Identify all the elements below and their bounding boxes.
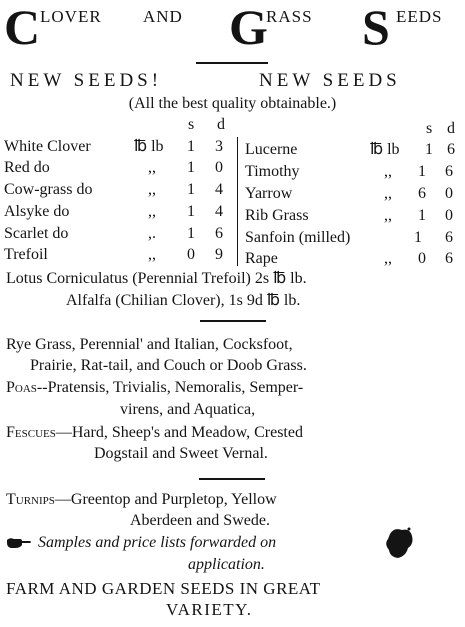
left-item-s: 0 (187, 246, 195, 263)
fescues-text: —Hard, Sheep's and Meadow, Crested (55, 424, 303, 441)
left-item-s: 1 (187, 181, 195, 198)
right-item-d: 6 (445, 229, 453, 246)
fescues-label: Fescues (6, 424, 56, 441)
poas-text: --Pratensis, Trivialis, Nemoralis, Semper- (36, 379, 304, 396)
left-item-d: 4 (215, 203, 223, 220)
divider-rule (200, 320, 266, 322)
left-item-unit: ,, (148, 159, 156, 176)
left-item-d: 0 (215, 159, 223, 176)
header-s-right: s (426, 120, 433, 137)
left-item-name: Scarlet do (4, 225, 69, 242)
poas-label: Poas (6, 379, 37, 396)
footer-line-1: FARM AND GARDEN SEEDS IN GREAT (6, 579, 321, 598)
rye-grass-line-2: Prairie, Rat-tail, and Couch or Doob Grass. (30, 357, 307, 374)
left-item-s: 1 (187, 225, 195, 242)
right-item-name: Yarrow (245, 185, 293, 202)
alfalfa-price-line: Alfalfa (Chilian Clover), 1s 9d ℔ lb. (66, 292, 301, 309)
right-item-d: 0 (445, 207, 453, 224)
samples-line-1: Samples and price lists forwarded on (38, 534, 277, 551)
turnips-line-2: Aberdeen and Swede. (130, 512, 270, 529)
right-item-d: 0 (445, 185, 453, 202)
turnips-text: —Greentop and Purpletop, Yellow (54, 491, 277, 508)
left-item-unit: ,, (148, 203, 156, 220)
heading-cap-s: S (362, 0, 390, 55)
right-item-s: 1 (418, 207, 426, 224)
banner-new-seeds-right: NEW SEEDS (259, 70, 401, 91)
divider-rule (196, 62, 268, 64)
poas-line-2: virens, and Aquatica, (120, 401, 256, 418)
heading-cap-g: G (229, 0, 268, 55)
left-item-s: 1 (187, 138, 195, 155)
left-item-name: Alsyke do (4, 203, 70, 220)
turnips-line-1 (6, 491, 277, 509)
right-item-name: Sanfoin (milled) (245, 229, 351, 246)
right-item-s: 6 (418, 185, 426, 202)
left-item-name: Cow-grass do (4, 181, 93, 198)
table-divider (237, 137, 238, 266)
fescues-line-2: Dogstail and Sweet Vernal. (94, 445, 268, 462)
right-item-s: 0 (418, 250, 426, 267)
right-item-unit: ,, (384, 185, 392, 202)
heading-cap-c: C (4, 0, 41, 55)
left-item-unit: ,. (148, 225, 156, 242)
left-item-name: White Clover (4, 138, 91, 155)
left-item-name: Red do (4, 159, 50, 176)
left-item-unit: ,, (148, 246, 156, 263)
right-item-d: 6 (445, 250, 453, 267)
heading-word-clover: LOVER (40, 7, 102, 26)
ad-heading (0, 0, 465, 56)
right-item-s: 1 (418, 163, 426, 180)
right-item-unit: ,, (384, 207, 392, 224)
right-item-name: Timothy (245, 163, 300, 180)
left-item-s: 1 (187, 203, 195, 220)
banner-subtitle: (All the best quality obtainable.) (128, 95, 337, 112)
heading-word-grass: RASS (266, 7, 313, 26)
fescues-line-1 (6, 424, 303, 442)
right-item-unit: ℔ lb (370, 141, 400, 158)
left-item-unit: ℔ lb (134, 138, 164, 155)
right-item-unit: ,, (384, 163, 392, 180)
right-item-unit: ,, (384, 250, 392, 267)
divider-rule (199, 478, 265, 480)
ink-blot (384, 526, 414, 560)
right-item-s: 1 (414, 229, 422, 246)
turnips-label: Turnips (6, 491, 55, 508)
left-item-d: 9 (215, 246, 223, 263)
banner-new-seeds-left: NEW SEEDS! (10, 70, 163, 91)
right-item-d: 6 (447, 141, 455, 158)
right-item-name: Rib Grass (245, 207, 309, 224)
left-item-d: 6 (215, 225, 223, 242)
right-item-s: 1 (425, 141, 433, 158)
lotus-price-line: Lotus Corniculatus (Perennial Trefoil) 2s ℔ lb. (6, 270, 307, 287)
heading-word-and: AND (143, 7, 183, 26)
heading-word-seeds: EEDS (396, 7, 443, 26)
left-item-d: 3 (215, 138, 223, 155)
left-item-unit: ,, (148, 181, 156, 198)
header-s-left: s (188, 116, 195, 133)
samples-line-2: application. (188, 556, 265, 573)
left-item-s: 1 (187, 159, 195, 176)
header-d-left: d (217, 116, 225, 133)
rye-grass-line-1: Rye Grass, Perennial' and Italian, Cocksfoot, (6, 336, 293, 353)
right-item-name: Lucerne (245, 141, 298, 158)
right-item-d: 6 (445, 163, 453, 180)
pointing-hand-icon (6, 536, 32, 550)
header-d-right: d (447, 120, 455, 137)
left-item-name: Trefoil (4, 246, 48, 263)
right-item-name: Rape (245, 250, 278, 267)
poas-line-1 (6, 379, 303, 397)
footer-line-2: VARIETY. (166, 600, 253, 619)
left-item-d: 4 (215, 181, 223, 198)
